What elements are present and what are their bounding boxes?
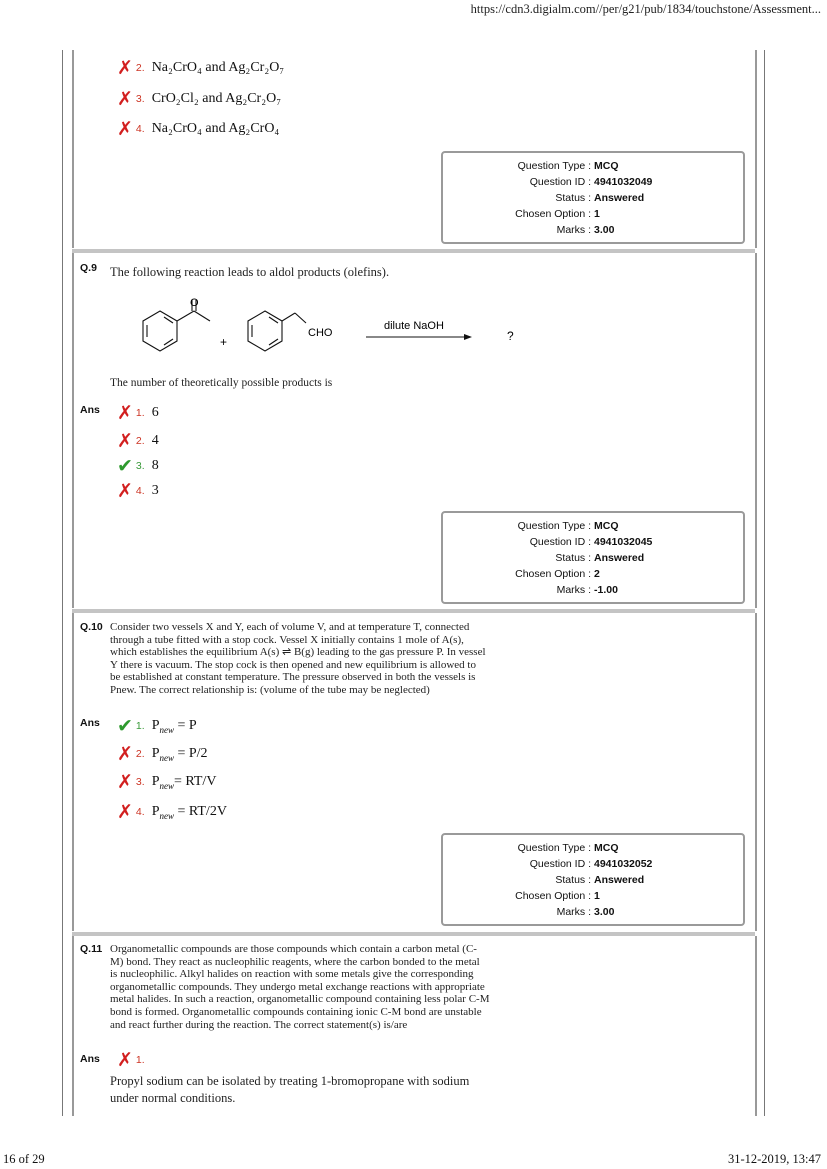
correct-check-icon: ✔ [117,715,133,737]
answer-label: Ans [80,717,100,729]
q10-info-box: Question Type : MCQ Question ID : 4941032052 Status : Answered Chosen Option : 1 Marks : 3.00 [441,833,745,926]
wrong-cross-icon: ✗ [117,430,133,452]
aldol-reaction-scheme [130,292,530,362]
question-number: Q.9 [80,262,97,274]
wrong-cross-icon: ✗ [117,88,133,110]
wrong-cross-icon: ✗ [117,771,133,793]
right-margin-line [764,50,765,1116]
q11-option-1-text: Propyl sodium can be isolated by treating 1-bromopropane with sodium under normal conditions. [110,1074,470,1105]
q8-info-box: Question Type : MCQ Question ID : 4941032049 Status : Answered Chosen Option : 1 Marks : 3.00 [441,151,745,244]
page-url: https://cdn3.digialm.com//per/g21/pub/1834/touchstone/Assessment... [470,2,821,16]
product-label: ? [507,329,514,343]
wrong-cross-icon: ✗ [117,118,133,140]
q9-option-3: ✔ 3. 8 [117,455,159,477]
q8-option-4: ✗ 4. Na₂CrO₄ and Ag₂CrO₄ [117,118,280,140]
q9-option-4: ✗ 4. 3 [117,480,159,502]
q11-option-1: ✗ 1. [117,1049,145,1071]
question-text: Organometallic compounds are those compounds which contain a carbon metal (C- M) bond. They react as nucleophilic reagents, where the carbon bonded to the metal is nucleophilic. Alkyl halides on reaction with some metals give the corresponding organometallic compounds. They undergo metal exchange reactions with appropriate metal halides. In such a reaction, organometallic compound containing less polar C-M bond is formed. Organometallic compounds containing ionic C-M bond are unstable and react further during the reaction. The correct statement(s) is/are [110,943,490,1031]
wrong-cross-icon: ✗ [117,1049,133,1071]
q10-option-4: ✗ 4. $P_{new} = RT/2V$ [117,801,227,823]
question-number: Q.10 [80,621,103,633]
question-number: Q.11 [80,943,103,955]
q10-option-3: ✗ 3. $P_{new}= RT/V$ [117,771,217,793]
q10-option-1: ✔ 1. $P_{new} = P$ [117,715,197,737]
wrong-cross-icon: ✗ [117,57,133,79]
q9-option-1: ✗ 1. 6 [117,402,159,424]
answer-label: Ans [80,1053,100,1065]
reagent-label: dilute NaOH [384,320,444,332]
q10-option-2: ✗ 2. $P_{new} = P/2$ [117,743,208,765]
oxygen-label: O [190,297,199,309]
answer-label: Ans [80,404,100,416]
correct-check-icon: ✔ [117,455,133,477]
left-margin-line [62,50,63,1116]
plus-sign: + [220,335,228,349]
q9-info-box: Question Type : MCQ Question ID : 4941032045 Status : Answered Chosen Option : 2 Marks : -1.00 [441,511,745,604]
question-text: Consider two vessels X and Y, each of volume V, and at temperature T, connected through a tube fitted with a stop cock. Vessel X initially contains 1 mole of A(s), which establishes the equilibrium A(s) ⇌ B(g) leading to the gas pressure P. In vessel Y there is vacuum. The stop cock is then opened and new equilibrium is allowed to be established at constant temperature. The pressure observed in both the vessels is Pnew. The correct relationship is: (volume of the tube may be neglected) [110,621,486,696]
page-count: 16 of 29 [3,1152,45,1166]
q9-option-2: ✗ 2. 4 [117,430,159,452]
wrong-cross-icon: ✗ [117,480,133,502]
q8-option-3: ✗ 3. CrO₂Cl₂ and Ag₂Cr₂O₇ [117,88,282,110]
wrong-cross-icon: ✗ [117,801,133,823]
question-text: The number of theoretically possible products is [110,377,333,389]
wrong-cross-icon: ✗ [117,402,133,424]
question-text: The following reaction leads to aldol products (olefins). [110,265,390,279]
q8-option-2: ✗ 2. Na₂CrO₄ and Ag₂Cr₂O₇ [117,57,285,79]
cho-label: CHO [308,327,333,339]
wrong-cross-icon: ✗ [117,743,133,765]
print-datetime: 31-12-2019, 13:47 [727,1152,821,1166]
